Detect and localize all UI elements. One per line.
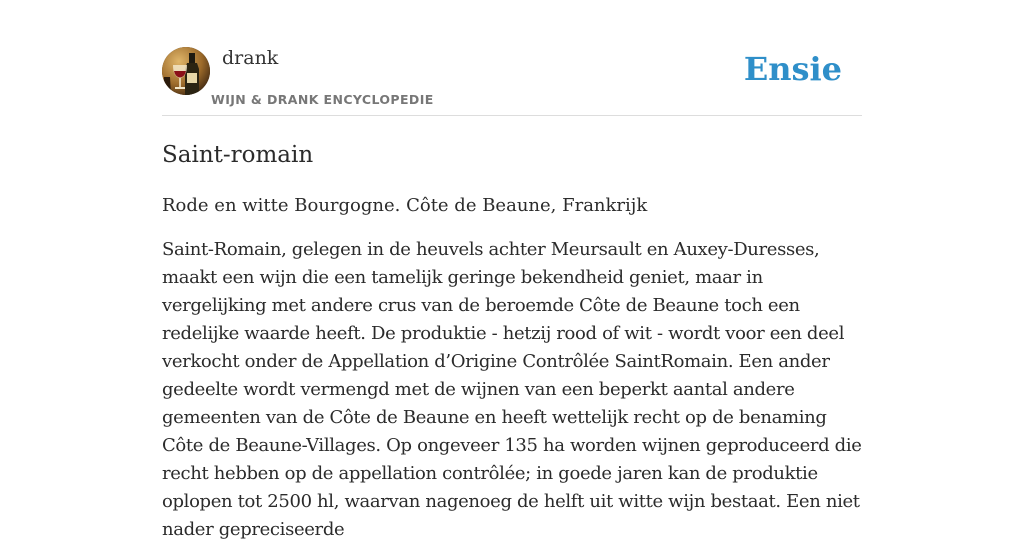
site-header xyxy=(162,0,862,116)
category-avatar[interactable] xyxy=(162,47,210,95)
article-lead: Rode en witte Bourgogne. Côte de Beaune, Frankrijk xyxy=(162,195,648,216)
site-subtitle: WIJN & DRANK ENCYCLOPEDIE xyxy=(211,92,434,107)
wine-bottle-glass-icon xyxy=(162,47,210,95)
page xyxy=(162,0,862,544)
article-body: Saint-Romain, gelegen in de heuvels achter Meursault en Auxey-Duresses, maakt een wijn die een tamelijk geringe bekendheid geniet, maar in vergelijking met andere crus van de beroemde Côte de Beaune toch een redelijke waarde heeft. De produktie - hetzij rood of wit - wordt voor een deel verkocht onder de Appellation d’Origine Contrôlée SaintRomain. Een ander gedeelte wordt vermengd met de wijnen van een beperkt aantal andere gemeenten van de Côte de Beaune en heeft wettelijk recht op de benaming Côte de Beaune-Villages. Op ongeveer 135 ha worden wijnen geproduceerd die recht hebben op de appellation contrôlée; in goede jaren kan de produktie oplopen tot 2500 hl, waarvan nagenoeg de helft uit witte wijn bestaat. Een niet nader gepreciseerde xyxy=(162,239,862,540)
brand-logo[interactable]: Ensie xyxy=(743,50,842,88)
page-title: Saint-romain xyxy=(162,142,314,168)
site-name[interactable]: drank xyxy=(222,47,279,69)
